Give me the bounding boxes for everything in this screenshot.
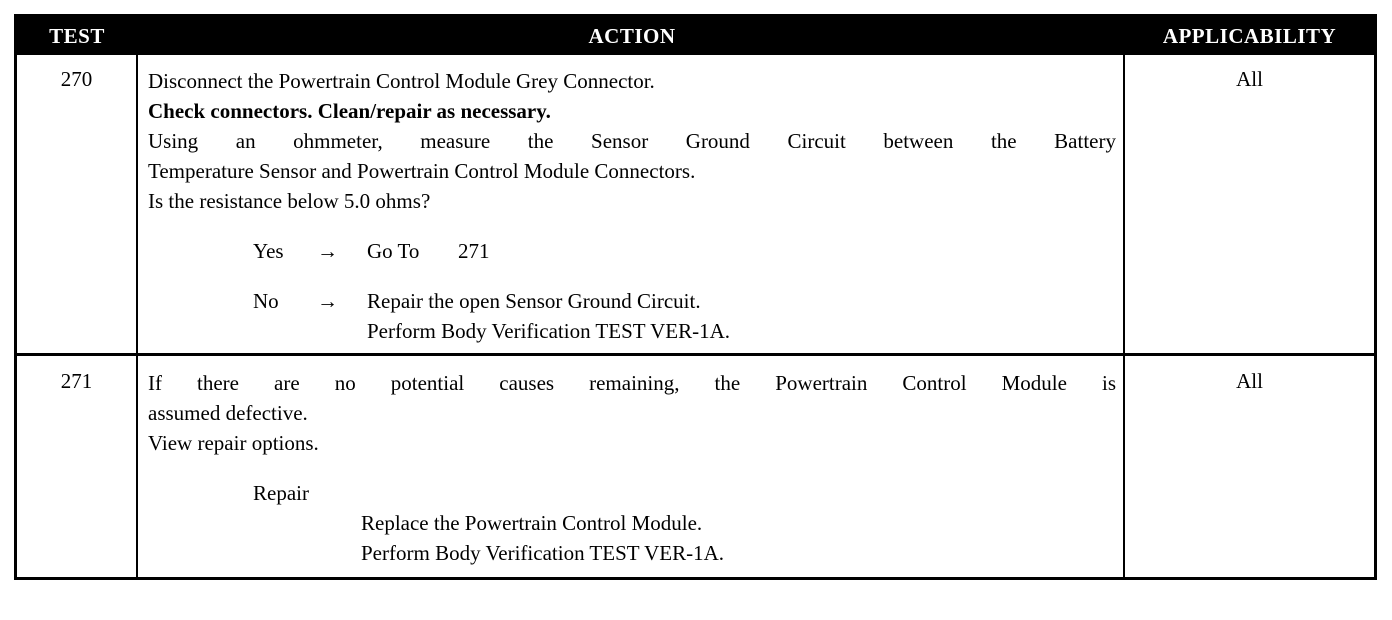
header-applicability: APPLICABILITY [1162,24,1337,48]
action-line: Using an ohmmeter, measure the Sensor Ground Circuit between the Battery [148,129,1116,153]
test-number-271: 271 [60,369,93,393]
yes-action: Go To [367,239,420,263]
action-line: Is the resistance below 5.0 ohms? [148,189,431,213]
action-text-270 [148,66,1116,216]
no-arrow-icon: → [317,289,338,313]
no-action-verify: Perform Body Verification TEST VER-1A. [367,319,730,343]
column-divider [1123,17,1125,577]
action-line: If there are no potential causes remaining, the Powertrain Control Module is [148,371,1116,395]
yes-arrow-icon: → [317,239,338,263]
table-header [17,17,1374,55]
no-action: Repair the open Sensor Ground Circuit. [367,289,701,313]
test-number-270: 270 [60,67,93,91]
applicability-271: All [1236,369,1263,393]
action-line: View repair options. [148,431,319,455]
diagnostic-table [14,14,1377,580]
header-action: ACTION [588,24,676,48]
action-line: Disconnect the Powertrain Control Module Grey Connector. [148,69,655,93]
yes-label: Yes [253,239,284,263]
column-divider [136,17,138,577]
no-label: No [253,289,279,313]
yes-target-link[interactable]: 271 [458,239,490,263]
header-test: TEST [49,24,105,48]
action-line-emphasis: Check connectors. Clean/repair as necessary. [148,99,551,123]
applicability-270: All [1236,67,1263,91]
action-text-271 [148,368,1116,458]
action-line: Temperature Sensor and Powertrain Control Module Connectors. [148,159,696,183]
action-line: assumed defective. [148,401,308,425]
repair-action-verify: Perform Body Verification TEST VER-1A. [361,541,724,565]
repair-label: Repair [253,481,309,505]
repair-action: Replace the Powertrain Control Module. [361,511,703,535]
row-divider [17,353,1374,356]
